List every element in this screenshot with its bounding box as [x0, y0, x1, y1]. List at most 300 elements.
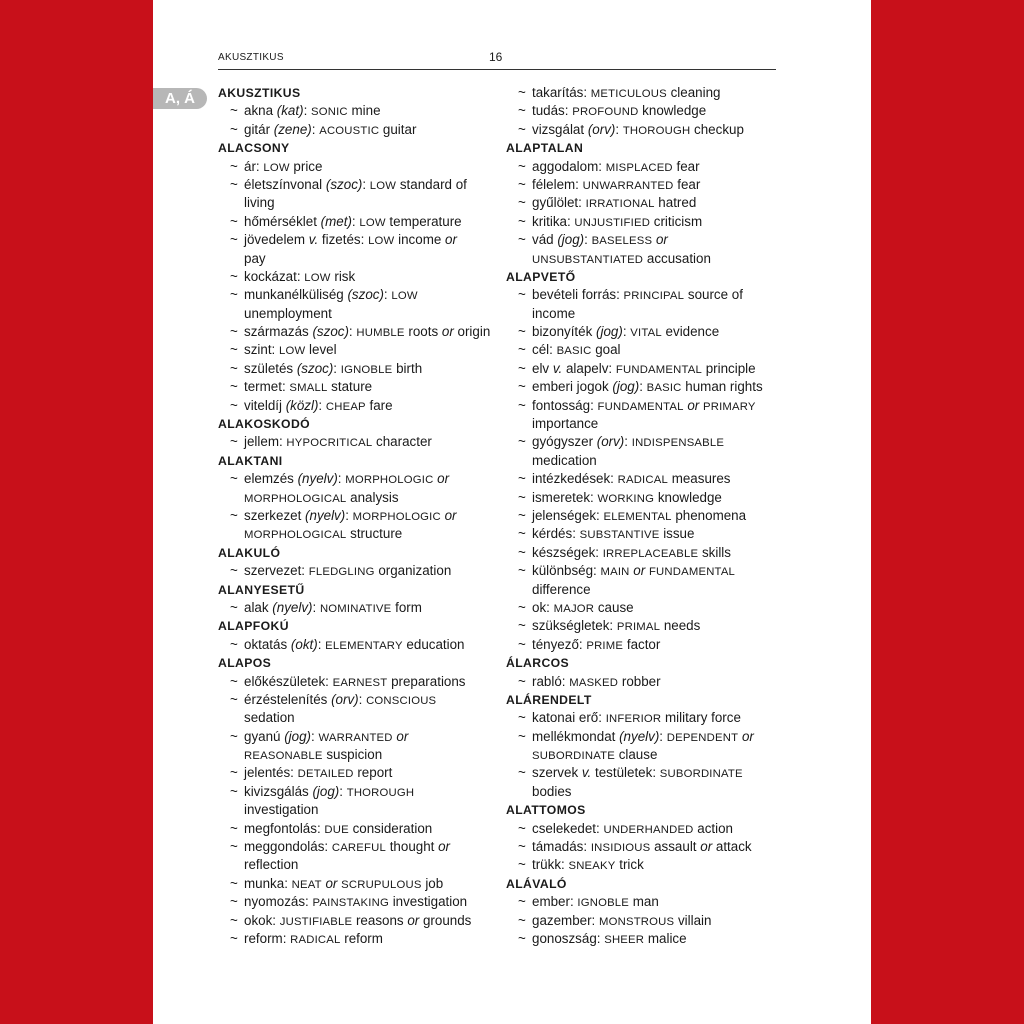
sense-line — [218, 341, 493, 359]
tilde-mark: ~ — [230, 691, 238, 707]
left-column — [218, 84, 493, 948]
entry-text: structure — [346, 526, 403, 542]
entry-text: mine — [347, 103, 381, 119]
sense-line — [506, 158, 781, 176]
sense-line — [506, 525, 781, 543]
tilde-mark: ~ — [518, 103, 526, 119]
entry-text: grounds — [419, 912, 472, 928]
entry-text: cleaning — [666, 85, 721, 100]
translation-keyword: BASIC — [556, 345, 592, 358]
label-italic: or — [396, 728, 409, 744]
headword: ALANYESETŰ — [218, 582, 305, 597]
sense-line — [218, 231, 493, 249]
continuation-line — [218, 194, 493, 212]
translation-keyword: MASKED — [569, 676, 619, 689]
entry-text: : — [318, 397, 326, 413]
tilde-mark: ~ — [518, 636, 526, 652]
entry-text: : — [622, 324, 631, 340]
entry-text: cause — [594, 599, 634, 615]
entry-text: takarítás: — [532, 85, 591, 100]
page-number: 16 — [489, 50, 503, 64]
entry-text: rabló: — [532, 673, 570, 689]
tilde-mark: ~ — [518, 379, 526, 395]
sense-line — [506, 562, 781, 580]
entry-text: : — [615, 121, 623, 137]
entry-text: form — [391, 599, 422, 615]
tilde-mark: ~ — [230, 563, 238, 579]
sense-line — [506, 838, 781, 856]
entry-text: attack — [712, 839, 752, 855]
entry-text: phenomena — [671, 507, 747, 523]
sense-line — [506, 636, 781, 654]
tilde-mark: ~ — [230, 471, 238, 487]
entry-text: villain — [674, 912, 712, 928]
entry-text: : — [639, 379, 647, 395]
label-italic: (orv) — [596, 434, 625, 450]
entry-text: investigation — [388, 894, 468, 910]
sense-line — [506, 599, 781, 617]
sense-line — [218, 213, 493, 231]
headword: ALACSONY — [218, 141, 290, 156]
translation-keyword: REASONABLE — [244, 750, 323, 763]
entry-text: consideration — [348, 820, 433, 836]
sense-line — [218, 470, 493, 488]
label-italic: (nyelv) — [272, 599, 313, 615]
headword: ALÁRENDELT — [506, 692, 592, 707]
entry-text: clause — [614, 747, 658, 763]
label-italic: v. — [581, 765, 592, 781]
entry-text: viteldíj — [244, 397, 286, 413]
translation-keyword: LOW — [263, 161, 290, 174]
sense-line — [506, 194, 781, 212]
tilde-mark: ~ — [230, 158, 238, 174]
label-italic: (jog) — [312, 783, 340, 799]
entry-text: vád — [532, 232, 558, 248]
translation-keyword: MORPHOLOGIC — [352, 510, 441, 523]
entry-text: testületek: — [591, 765, 660, 781]
entry-text: jövedelem — [244, 232, 309, 248]
entry-text: man — [629, 894, 659, 910]
headword: ALAPVETŐ — [506, 269, 576, 284]
entry-text: income — [532, 305, 576, 321]
entry-text: mellékmondat — [532, 728, 620, 744]
entry-text: origin — [453, 324, 491, 340]
entry-text: : — [303, 103, 312, 119]
entry-text: military force — [661, 710, 741, 726]
sense-line — [218, 507, 493, 525]
entry-text: skills — [698, 544, 731, 560]
sense-line — [218, 764, 493, 782]
translation-keyword: UNJUSTIFIED — [574, 216, 651, 229]
entry-text: gazember: — [532, 912, 599, 928]
entry-text: roots — [404, 324, 442, 340]
entry-text: ár: — [244, 158, 264, 174]
tilde-mark: ~ — [230, 360, 238, 376]
tilde-mark: ~ — [230, 875, 238, 891]
entry-text: munkanélküliség — [244, 287, 348, 303]
sense-line — [506, 893, 781, 911]
entry-text: report — [353, 765, 393, 781]
tilde-mark: ~ — [518, 563, 526, 579]
headword: AKUSZTIKUS — [218, 86, 301, 100]
entry-text: reflection — [244, 857, 299, 873]
entry-text: issue — [659, 526, 695, 542]
entry-text: : — [333, 360, 341, 376]
entry-text: character — [372, 434, 432, 450]
translation-keyword: WORKING — [597, 492, 655, 505]
entry-text: fizetés: — [318, 232, 369, 248]
label-italic: (jog) — [596, 324, 623, 340]
entry-text: : — [351, 213, 360, 229]
translation-keyword: DEPENDENT — [666, 731, 739, 744]
entry-text: evidence — [661, 324, 720, 340]
sense-line — [218, 875, 493, 893]
sense-line — [506, 544, 781, 562]
continuation-line — [506, 581, 781, 599]
entry-text: factor — [623, 636, 661, 652]
label-italic: or — [444, 507, 457, 523]
tilde-mark: ~ — [518, 599, 526, 615]
running-header — [218, 51, 776, 70]
tilde-mark: ~ — [230, 930, 238, 946]
label-italic: v. — [308, 232, 319, 248]
label-italic: or — [700, 839, 713, 855]
headword: ALAKTANI — [218, 453, 283, 468]
entry-text: source of — [684, 287, 743, 303]
tilde-mark: ~ — [518, 232, 526, 248]
tilde-mark: ~ — [518, 820, 526, 836]
entry-text: : — [337, 471, 346, 487]
tilde-mark: ~ — [230, 912, 238, 928]
label-italic: (met) — [320, 213, 352, 229]
entry-text: aggodalom: — [532, 158, 606, 174]
continuation-line — [506, 305, 781, 323]
entry-text: megfontolás: — [244, 820, 325, 836]
tilde-mark: ~ — [230, 324, 238, 340]
sense-line — [506, 176, 781, 194]
entry-text: tényező: — [532, 636, 587, 652]
entry-text: : — [584, 232, 592, 248]
entry-text: stature — [327, 379, 373, 395]
sense-line — [218, 820, 493, 838]
label-italic: (jog) — [284, 728, 312, 744]
entry-text: : — [362, 176, 370, 192]
entry-text: : — [345, 507, 353, 523]
sense-line — [218, 728, 493, 746]
label-italic: or — [445, 232, 457, 248]
entry-text: gyűlölet: — [532, 195, 586, 211]
entry-text: : — [358, 691, 367, 707]
label-italic: (jog) — [612, 379, 640, 395]
entry-text: kivizsgálás — [244, 783, 313, 799]
label-italic: (szoc) — [312, 324, 349, 340]
translation-keyword: VITAL — [630, 327, 662, 340]
sense-line — [218, 286, 493, 304]
translation-keyword: WARRANTED — [318, 731, 393, 744]
translation-keyword: MORPHOLOGICAL — [244, 529, 347, 542]
tilde-mark: ~ — [230, 820, 238, 836]
sense-line — [218, 893, 493, 911]
entry-text: akna — [244, 103, 277, 119]
entry-text: fare — [365, 397, 393, 413]
sense-line — [506, 360, 781, 378]
continuation-line — [218, 525, 493, 543]
sense-line — [506, 433, 781, 451]
sense-line — [218, 121, 493, 139]
label-italic: or — [633, 563, 646, 579]
sense-line — [218, 636, 493, 654]
sense-line — [218, 433, 493, 451]
entry-text: életszínvonal — [244, 176, 326, 192]
tilde-mark: ~ — [518, 176, 526, 192]
label-italic: (szoc) — [296, 360, 334, 376]
headword: ALAPOS — [218, 656, 272, 671]
translation-keyword: IRRATIONAL — [585, 198, 655, 211]
entry-text: : — [311, 728, 319, 744]
translation-keyword: BASIC — [646, 382, 682, 395]
translation-keyword: HUMBLE — [356, 327, 405, 340]
tilde-mark: ~ — [230, 342, 238, 358]
entry-text: : — [317, 636, 326, 652]
entry-text: cél: — [532, 342, 557, 358]
tilde-mark: ~ — [518, 710, 526, 726]
translation-keyword: IGNOBLE — [340, 363, 393, 376]
entry-text: támadás: — [532, 839, 591, 855]
entry-text: : — [348, 324, 357, 340]
translation-keyword: INDISPENSABLE — [631, 437, 725, 450]
tilde-mark: ~ — [518, 912, 526, 928]
sense-line — [506, 323, 781, 341]
label-italic: (nyelv) — [619, 728, 660, 744]
translation-keyword: LOW — [369, 179, 397, 192]
tilde-mark: ~ — [230, 121, 238, 137]
translation-keyword: PRIME — [586, 639, 624, 652]
entry-text: temperature — [385, 213, 462, 229]
continuation-line — [506, 415, 781, 433]
translation-keyword: DUE — [324, 823, 349, 836]
translation-keyword: SUBSTANTIVE — [579, 529, 660, 542]
entry-text: bodies — [532, 783, 572, 799]
sense-line — [506, 231, 781, 249]
translation-keyword: NEAT — [291, 878, 322, 891]
entry-text: ismeretek: — [532, 489, 598, 505]
tilde-mark: ~ — [230, 728, 238, 744]
continuation-line — [218, 250, 493, 268]
entry-text: organization — [374, 563, 452, 579]
translation-keyword: IRREPLACEABLE — [602, 547, 699, 560]
entry-text: gonoszság: — [532, 930, 605, 946]
sense-line — [506, 286, 781, 304]
entry-text: kockázat: — [244, 268, 305, 284]
entry-text: measures — [667, 471, 731, 487]
entry-text: reform — [340, 930, 383, 946]
label-italic: or — [741, 728, 754, 744]
label-italic: (jog) — [557, 232, 585, 248]
entry-text: : — [659, 728, 667, 744]
entry-text: gitár — [244, 121, 274, 137]
entry-text: hőmérséklet — [244, 213, 321, 229]
running-headword: AKUSZTIKUS — [218, 52, 284, 63]
entry-text: készségek: — [532, 544, 603, 560]
continuation-line — [506, 452, 781, 470]
translation-keyword: CHEAP — [325, 400, 366, 413]
translation-keyword: BASELESS — [591, 235, 653, 248]
entry-text: termet: — [244, 379, 290, 395]
tilde-mark: ~ — [230, 894, 238, 910]
translation-keyword: CAREFUL — [331, 842, 386, 855]
tilde-mark: ~ — [518, 507, 526, 523]
entry-text: intézkedések: — [532, 471, 618, 487]
translation-keyword: MAIN — [600, 566, 630, 579]
translation-keyword: NOMINATIVE — [319, 602, 392, 615]
entry-text: robber — [618, 673, 661, 689]
entry-text: income — [394, 232, 446, 248]
entry-text: elv — [532, 360, 553, 376]
headword: ÁLARCOS — [506, 656, 570, 671]
tilde-mark: ~ — [518, 673, 526, 689]
entry-text: gyanú — [244, 728, 285, 744]
entry-text: gyógyszer — [532, 434, 597, 450]
entry-text: alak — [244, 599, 273, 615]
tilde-mark: ~ — [518, 324, 526, 340]
continuation-line — [506, 250, 781, 268]
entry-text: accusation — [643, 250, 711, 266]
translation-keyword: DETAILED — [297, 768, 354, 781]
label-italic: (zene) — [273, 121, 312, 137]
entry-text: vizsgálat — [532, 121, 588, 137]
tilde-mark: ~ — [518, 728, 526, 744]
sense-line — [218, 102, 493, 120]
entry-text: jelentés: — [244, 765, 298, 781]
sense-line — [218, 838, 493, 856]
continuation-line — [506, 783, 781, 801]
translation-keyword: SMALL — [289, 382, 328, 395]
translation-keyword: CONSCIOUS — [366, 694, 437, 707]
tilde-mark: ~ — [518, 397, 526, 413]
tilde-mark: ~ — [230, 599, 238, 615]
headword: ALÁVALÓ — [506, 876, 567, 891]
entry-text: birth — [392, 360, 423, 376]
tilde-mark: ~ — [230, 765, 238, 781]
entry-text: katonai erő: — [532, 710, 606, 726]
continuation-line — [218, 801, 493, 819]
translation-keyword: INFERIOR — [605, 713, 662, 726]
translation-keyword: UNSUBSTANTIATED — [532, 253, 644, 266]
translation-keyword: SNEAKY — [568, 860, 616, 873]
sense-line — [506, 341, 781, 359]
sense-line — [506, 378, 781, 396]
entry-text: : — [383, 287, 392, 303]
entry-text: szükségletek: — [532, 618, 617, 634]
tilde-mark: ~ — [230, 213, 238, 229]
sense-line — [218, 158, 493, 176]
translation-keyword: UNWARRANTED — [582, 179, 674, 192]
entry-text: analysis — [346, 489, 399, 505]
entry-text: cselekedet: — [532, 820, 604, 836]
sense-line — [218, 930, 493, 948]
translation-keyword: LOW — [368, 235, 395, 248]
entry-text: érzéstelenítés — [244, 691, 332, 707]
entry-text: standard of — [396, 176, 467, 192]
tilde-mark: ~ — [230, 268, 238, 284]
translation-keyword: ELEMENTARY — [325, 639, 403, 652]
entry-text: kritika: — [532, 213, 575, 229]
translation-keyword: LOW — [359, 216, 386, 229]
label-italic: (szoc) — [347, 287, 384, 303]
entry-text: needs — [660, 618, 701, 634]
label-italic: (kat) — [276, 103, 304, 119]
entry-text: reform: — [244, 930, 291, 946]
sense-line — [506, 617, 781, 635]
entry-text: félelem: — [532, 176, 583, 192]
translation-keyword: RADICAL — [290, 933, 341, 946]
translation-keyword: PROFOUND — [572, 106, 639, 119]
entry-text: : — [339, 783, 347, 799]
headword: ALAPTALAN — [506, 141, 584, 156]
translation-keyword: JUSTIFIABLE — [279, 915, 353, 928]
tilde-mark: ~ — [230, 176, 238, 192]
sense-line — [218, 397, 493, 415]
translation-keyword: SHEER — [604, 933, 645, 946]
translation-keyword: THOROUGH — [346, 786, 415, 799]
tilde-mark: ~ — [230, 287, 238, 303]
label-italic: or — [687, 397, 700, 413]
entry-text: medication — [532, 452, 597, 468]
entry-text: education — [402, 636, 465, 652]
translation-keyword: SUBORDINATE — [659, 768, 743, 781]
translation-keyword: LOW — [278, 345, 306, 358]
entry-text: level — [305, 342, 337, 358]
translation-keyword: UNDERHANDED — [603, 823, 694, 836]
translation-keyword: INSIDIOUS — [590, 842, 651, 855]
label-italic: (okt) — [290, 636, 318, 652]
entry-text: kérdés: — [532, 526, 580, 542]
translation-keyword: PRIMARY — [703, 400, 756, 413]
translation-keyword: ACOUSTIC — [319, 124, 380, 137]
tilde-mark: ~ — [518, 85, 526, 100]
entry-text: : — [624, 434, 632, 450]
entry-text: reasons — [352, 912, 408, 928]
sense-line — [218, 360, 493, 378]
translation-keyword: MORPHOLOGIC — [345, 474, 434, 487]
tilde-mark: ~ — [230, 379, 238, 395]
headword: ALATTOMOS — [506, 803, 586, 818]
tilde-mark: ~ — [518, 857, 526, 873]
continuation-line — [218, 746, 493, 764]
entry-text: fear — [672, 158, 700, 174]
translation-keyword: THOROUGH — [622, 124, 691, 137]
entry-text: meggondolás: — [244, 839, 332, 855]
sense-line — [506, 102, 781, 120]
tilde-mark: ~ — [230, 434, 238, 450]
entry-text: : — [312, 599, 320, 615]
label-italic: or — [407, 912, 420, 928]
label-italic: or — [655, 232, 668, 248]
entry-text: assault — [650, 839, 701, 855]
entry-text: guitar — [379, 121, 417, 137]
translation-keyword: HYPOCRITICAL — [286, 437, 373, 450]
tilde-mark: ~ — [518, 434, 526, 450]
tilde-mark: ~ — [230, 232, 238, 248]
entry-text: job — [421, 875, 444, 891]
translation-keyword: LOW — [391, 290, 418, 303]
continuation-line — [218, 709, 493, 727]
entry-text: pay — [244, 250, 266, 266]
sense-line — [218, 673, 493, 691]
sense-line — [506, 728, 781, 746]
entry-text: checkup — [690, 121, 744, 137]
entry-text: malice — [644, 930, 687, 946]
